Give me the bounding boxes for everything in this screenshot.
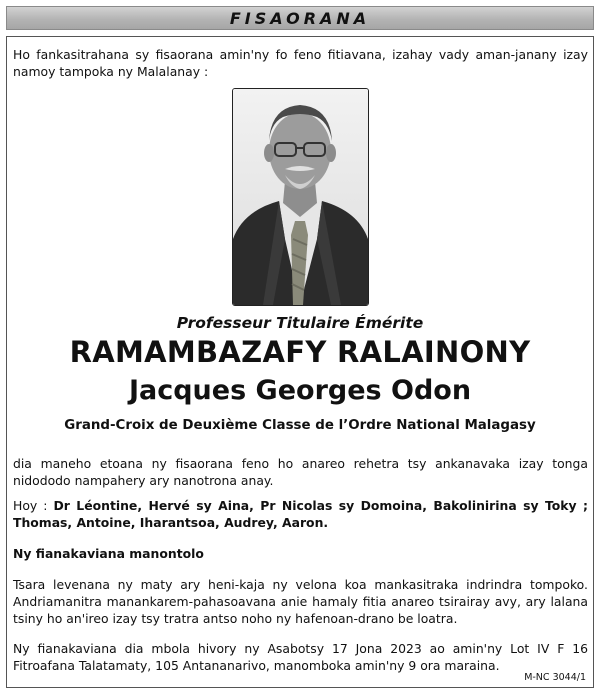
family-names: Dr Léontine, Hervé sy Aina, Pr Nicolas sy Domoina, Bakolinirina sy Toky ; Thomas, Antoine, Iharantsoa, Audrey, Aaron. (13, 498, 588, 530)
reference-code: M-NC 3044/1 (524, 672, 586, 683)
portrait-photo (232, 88, 369, 306)
deceased-surname: RAMAMBAZAFY RALAINONY (69, 335, 531, 369)
deceased-given-names: Jacques Georges Odon (128, 375, 472, 406)
paragraph-family-names (13, 497, 588, 531)
paragraph-thanks: dia maneho etoana ny fisaorana feno ho anareo rehetra tsy ankanavaka izay tonga nidododo nampahery ary nanotrona anay. (13, 456, 588, 488)
paragraph-family-signature: Ny fianakaviana manontolo (13, 546, 204, 561)
header-bar (6, 6, 594, 30)
deceased-title: Professeur Titulaire Émérite (176, 314, 424, 332)
header-title: FISAORANA (229, 9, 371, 28)
portrait-image (233, 89, 368, 305)
paragraph-gathering: Ny fianakaviana dia mbola hivory ny Asabotsy 17 Jona 2023 ao amin'ny Lot IV F 16 Fitroafana Talatamaty, 105 Antananarivo, manomboka amin'ny 9 ora maraina. (13, 641, 588, 673)
family-names-prefix: Hoy : (13, 498, 54, 513)
deceased-distinction: Grand-Croix de Deuxième Classe de l’Ordre National Malagasy (64, 418, 536, 433)
paragraph-blessing: Tsara levenana ny maty ary heni-kaja ny velona koa mankasitraka indrindra tompoko. Andriamanitra manankarem-pahasoavana anie hamaly fitia anareo tsirairay avy, ary lalana tsiny ho an'ireo izay tsy tratra antso noho ny hafenoan-drano be loatra. (13, 577, 588, 626)
intro-text: Ho fankasitrahana sy fisaorana amin'ny fo feno fitiavana, izahay vady aman-janany izay namoy tampoka ny Malalanay : (13, 47, 588, 79)
